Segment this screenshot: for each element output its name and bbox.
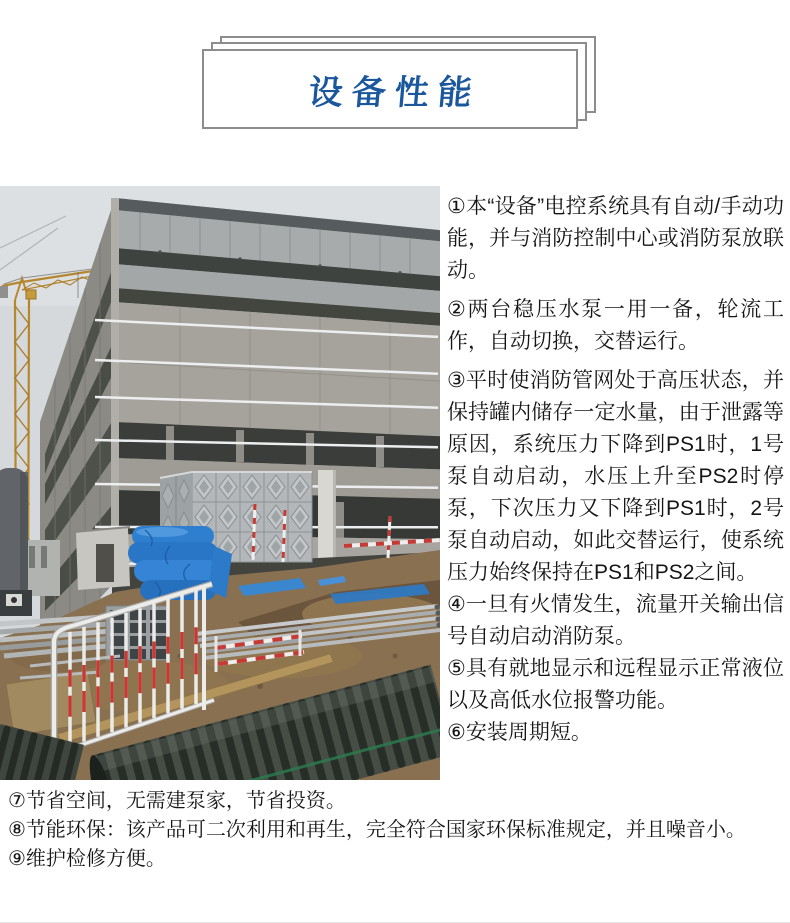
point-2: ②两台稳压水泵一用一备，轮流工作，自动切换，交替运行。 <box>447 298 784 353</box>
white-column <box>318 470 336 564</box>
performance-points <box>447 191 784 749</box>
point-6: ⑥安装周期短。 <box>447 721 592 744</box>
section-header-card <box>202 49 578 129</box>
construction-site-photo <box>0 186 440 780</box>
point-3: ③平时使消防管网处于高压状态，并保持罐内储存一定水量，由于泄露等原因，系统压力下降到PS1时，1号泵自动启动，水压上升至PS2时停泵，下次压力又下降到PS1时，2号泵自动启动，如此交替运行，使系统压力始终保持在PS1和PS2之间。 <box>447 369 784 584</box>
point-7: ⑦节省空间，无需建泵家，节省投资。 <box>8 790 346 812</box>
bottom-points <box>8 787 786 874</box>
point-9: ⑨维护检修方便。 <box>8 848 166 870</box>
point-8: ⑧节能环保：该产品可二次利用和再生，完全符合国家环保标准规定，并且噪音小。 <box>8 819 746 841</box>
point-1: ①本“设备”电控系统具有自动/手动功能，并与消防控制中心或消防泵放联动。 <box>447 195 784 282</box>
section-title: 设备性能 <box>306 73 482 112</box>
parked-vehicle <box>0 468 32 616</box>
point-5: ⑤具有就地显示和远程显示正常液位以及高低水位报警功能。 <box>447 657 784 712</box>
point-4: ④一旦有火情发生，流量开关输出信号自动启动消防泵。 <box>447 593 784 648</box>
